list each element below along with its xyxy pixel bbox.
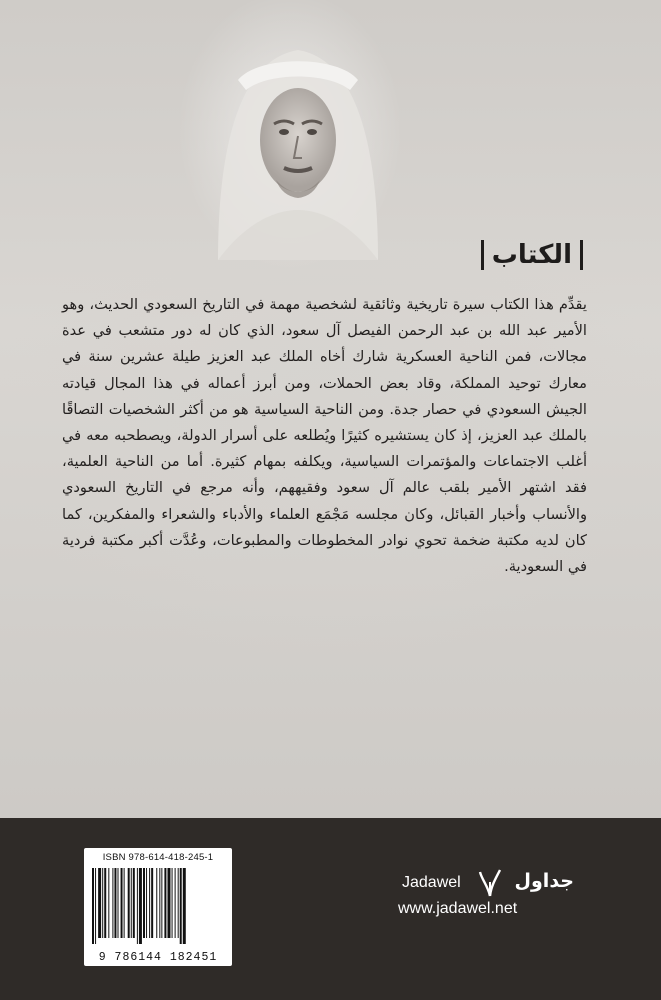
barcode-bar — [167, 868, 170, 938]
isbn-digits: 9 786144 182451 — [98, 951, 218, 964]
barcode-bar — [92, 868, 94, 944]
cover-lower-panel — [0, 818, 661, 1000]
barcode-bar — [102, 868, 103, 938]
barcode-bar — [98, 868, 101, 938]
barcode-bar — [175, 868, 176, 938]
heading-bar-left — [481, 240, 484, 270]
portrait-image — [178, 20, 418, 260]
publisher-name-latin: Jadawel — [402, 874, 461, 891]
barcode-bar — [164, 868, 166, 938]
barcode-bar — [161, 868, 162, 938]
barcode-bar — [172, 868, 173, 938]
barcode-bar — [139, 868, 142, 944]
barcode-bar — [149, 868, 150, 938]
section-heading — [481, 240, 583, 270]
barcode-bar — [183, 868, 186, 944]
heading-bar-right — [580, 240, 583, 270]
barcode-bar — [118, 868, 119, 938]
publisher-name-arabic: جداول — [514, 870, 574, 892]
isbn-barcode — [84, 848, 232, 966]
publisher-logo — [398, 870, 582, 944]
barcode-bar — [95, 868, 96, 944]
book-description: يقدِّم هذا الكتاب سيرة تاريخية وثائقية لشخصية مهمة في التاريخ السعودي الحديث، وهو الأمير عبد الله بن عبد الرحمن الفيصل آل سعود، الذي كان له دور متشعب في عدة مجالات، فمن الناحية العسكرية شارك أخاه الملك عبد العزيز طيلة عشرين سنة في معارك توحيد المملكة، وقاد بعض الحملات، ومن أبرز أعماله في هذا المجال قيادته الجيش السعودي في حصار جدة. ومن الناحية السياسية هو من أكثر الشخصيات التصاقًا بالملك عبد العزيز، إذ كان يستشيره كثيرًا ويُطلعه على أسرار الدولة، ويصطحبه معه في أغلب الاجتماعات والمؤتمرات السياسية، ويكلفه بمهام كثيرة. أما من الناحية العلمية، فقد اشتهر الأمير بلقب عالم آل سعود وفقيههم، وأنه مرجع في التاريخ السعودي والأنساب وأخبار القبائل، وكان مجلسه مَجْمَع العلماء والأدباء والشعراء والمفكرين، كما كان لديه مكتبة ضخمة تحوي نوادر المخطوطات والمطبوعات، وعُدَّت أكبر مكتبة فردية في السعودية. — [62, 296, 587, 576]
barcode-bar — [124, 868, 125, 938]
barcode-bar — [108, 868, 109, 938]
barcode-bars — [92, 868, 224, 944]
barcode-bar — [143, 868, 145, 938]
barcode-bar — [180, 868, 182, 944]
barcode-bar — [178, 868, 179, 938]
section-heading-text: الكتاب — [491, 240, 572, 270]
publisher-mark-icon — [478, 868, 502, 898]
barcode-bar — [128, 868, 130, 938]
barcode-bar — [156, 868, 157, 938]
barcode-bar — [146, 868, 147, 938]
barcode-bar — [137, 868, 138, 944]
barcode-bar — [159, 868, 160, 938]
barcode-bar — [121, 868, 123, 938]
barcode-bar — [131, 868, 132, 938]
isbn-label: ISBN 978-614-418-245-1 — [102, 852, 214, 863]
barcode-bar — [151, 868, 153, 938]
publisher-url: www.jadawel.net — [398, 900, 518, 917]
barcode-bar — [114, 868, 116, 938]
barcode-bar — [133, 868, 135, 938]
barcode-bar — [112, 868, 113, 938]
barcode-bar — [104, 868, 106, 938]
